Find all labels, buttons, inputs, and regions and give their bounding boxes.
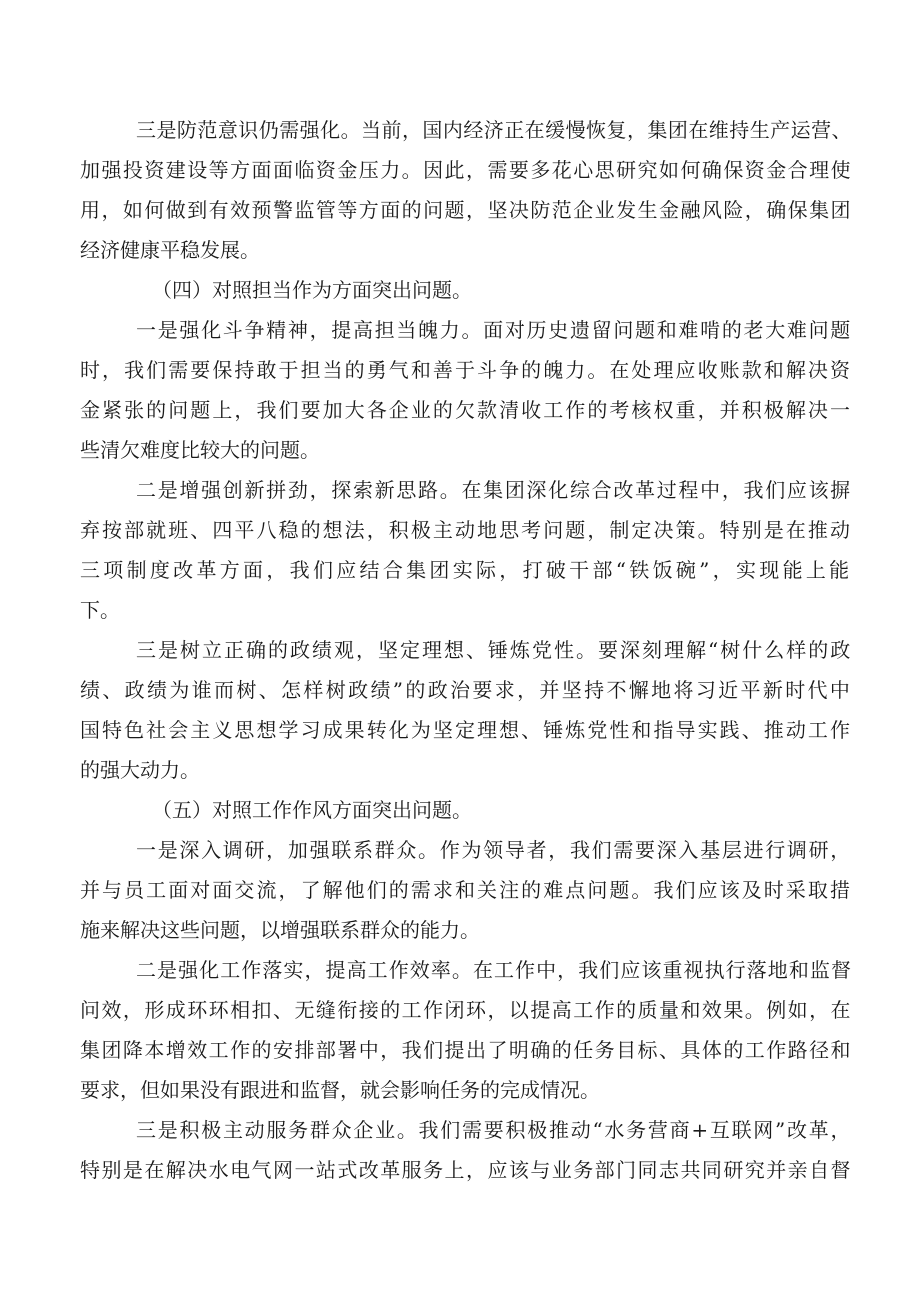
text-line: 金紧张的问题上，我们要加大各企业的欠款清收工作的考核权重，并积极解决一 [80, 398, 852, 422]
text-line: 的强大动力。 [80, 758, 200, 782]
text-line: 三是积极主动服务群众企业。我们需要积极推动“水务营商+互联网”改革， [136, 1118, 853, 1142]
text-line: 绩、政绩为谁而树、怎样树政绩”的政治要求，并坚持不懈地将习近平新时代中 [80, 678, 853, 702]
text-line: 一是深入调研，加强联系群众。作为领导者，我们需要深入基层进行调研， [136, 838, 852, 862]
text-line: 集团降本增效工作的安排部署中，我们提出了明确的任务目标、具体的工作路径和 [80, 1038, 852, 1062]
text-line: 一是强化斗争精神，提高担当魄力。面对历史遗留问题和难啃的老大难问题 [136, 318, 852, 342]
text-line: 国特色社会主义思想学习成果转化为坚定理想、锤炼党性和指导实践、推动工作 [80, 718, 852, 742]
text-line: 经济健康平稳发展。 [80, 238, 260, 262]
text-line: 特别是在解决水电气网一站式改革服务上，应该与业务部门同志共同研究并亲自督 [80, 1158, 852, 1182]
text-line: 些清欠难度比较大的问题。 [80, 438, 320, 462]
text-line: 弃按部就班、四平八稳的想法，积极主动地思考问题，制定决策。特别是在推动 [80, 518, 852, 542]
text-line: 并与员工面对面交流，了解他们的需求和关注的难点问题。我们应该及时采取措 [80, 878, 852, 902]
text-line: 用，如何做到有效预警监管等方面的问题，坚决防范企业发生金融风险，确保集团 [80, 198, 852, 222]
text-line: 二是强化工作落实，提高工作效率。在工作中，我们应该重视执行落地和监督 [136, 958, 852, 982]
text-line: 下。 [80, 598, 120, 622]
text-line: 施来解决这些问题，以增强联系群众的能力。 [80, 918, 480, 942]
text-line: 三是防范意识仍需强化。当前，国内经济正在缓慢恢复，集团在维持生产运营、 [136, 118, 852, 142]
text-line: 三是树立正确的政绩观，坚定理想、锤炼党性。要深刻理解“树什么样的政 [136, 638, 853, 662]
text-line: 问效，形成环环相扣、无缝衔接的工作闭环，以提高工作的质量和效果。例如，在 [80, 998, 852, 1022]
text-line: 二是增强创新拼劲，探索新思路。在集团深化综合改革过程中，我们应该摒 [136, 478, 852, 502]
text-line: 三项制度改革方面，我们应结合集团实际，打破干部“铁饭碗”，实现能上能 [80, 558, 853, 582]
text-line: 加强投资建设等方面面临资金压力。因此，需要多花心思研究如何确保资金合理使 [80, 158, 852, 182]
section-heading: （五）对照工作作风方面突出问题。 [152, 798, 472, 822]
section-heading: （四）对照担当作为方面突出问题。 [152, 278, 472, 302]
text-line: 时，我们需要保持敢于担当的勇气和善于斗争的魄力。在处理应收账款和解决资 [80, 358, 852, 382]
text-line: 要求，但如果没有跟进和监督，就会影响任务的完成情况。 [80, 1078, 600, 1102]
